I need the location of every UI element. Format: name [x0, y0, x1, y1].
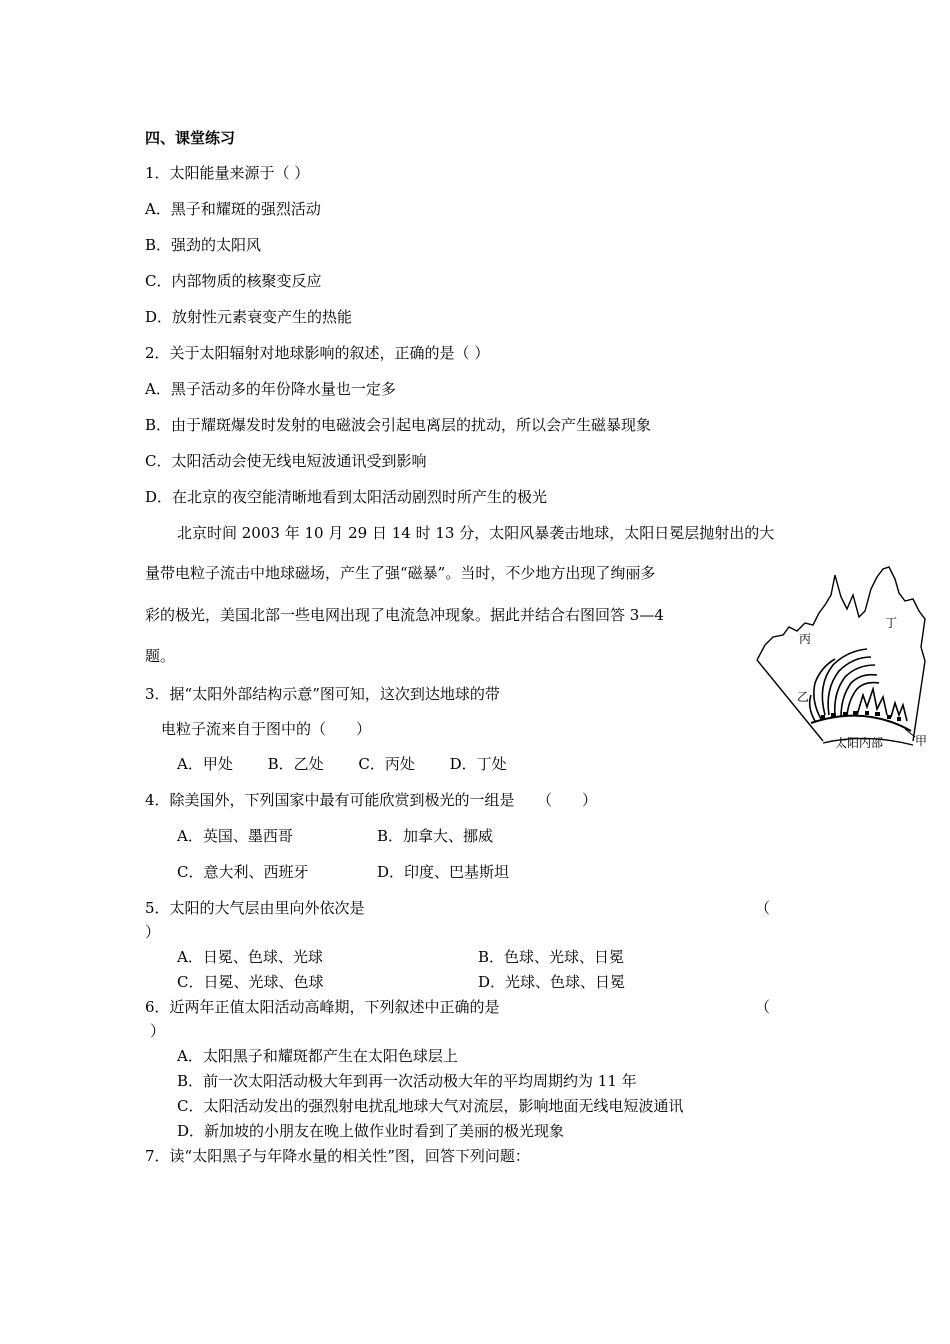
q4-option-a: A．英国、墨西哥: [177, 827, 293, 845]
label-jia: 甲: [915, 734, 928, 748]
q5-option-a: A．日冕、色球、光球: [177, 948, 323, 966]
q5-stem: 5．太阳的大气层由里向外依次是: [145, 899, 365, 917]
q1-option-d: D．放射性元素衰变产生的热能: [145, 308, 353, 326]
q1-option-a: A．黑子和耀斑的强烈活动: [145, 200, 321, 218]
q6-option-d: D．新加坡的小朋友在晚上做作业时看到了美丽的极光现象: [177, 1122, 565, 1140]
q2-stem: 2．关于太阳辐射对地球影响的叙述，正确的是（ ）: [145, 344, 490, 362]
passage-line-3: 彩的极光，美国北部一些电网出现了电流急冲现象。据此并结合右图回答 3—4: [145, 606, 664, 624]
label-yi: 乙: [797, 690, 810, 704]
passage-line-4: 题。: [145, 647, 176, 665]
label-sun-interior: 太阳内部: [835, 736, 884, 750]
q6-paren-open: （: [755, 998, 771, 1016]
q4-stem: 4．除美国外，下列国家中最有可能欣赏到极光的一组是 （ ）: [145, 791, 598, 809]
q2-option-b: B．由于耀斑爆发时发射的电磁波会引起电离层的扰动，所以会产生磁暴现象: [145, 416, 652, 434]
q5-paren-open: （: [755, 899, 771, 917]
q1-option-c: C．内部物质的核聚变反应: [145, 272, 322, 290]
sun-surface: [811, 716, 911, 731]
q5-option-d: D．光球、色球、日冕: [478, 973, 626, 991]
passage-line-1: 北京时间 2003 年 10 月 29 日 14 时 13 分，太阳风暴袭击地球，太阳日冕层抛射出的大: [177, 524, 775, 542]
solar-structure-figure: [755, 565, 930, 765]
q5-option-c: C．日冕、光球、色球: [177, 973, 324, 991]
q4-option-d: D．印度、巴基斯坦: [377, 863, 510, 881]
q6-option-a: A．太阳黑子和耀斑都产生在太阳色球层上: [177, 1047, 458, 1065]
q4-option-b: B．加拿大、挪威: [377, 827, 494, 845]
q2-option-d: D．在北京的夜空能清晰地看到太阳活动剧烈时所产生的极光: [145, 488, 548, 506]
q7-stem: 7．读“太阳黑子与年降水量的相关性”图，回答下列问题：: [145, 1147, 530, 1165]
q5-paren-close: ）: [145, 923, 161, 941]
q6-paren-close: ）: [150, 1022, 166, 1040]
q6-option-b: B．前一次太阳活动极大年到再一次活动极大年的平均周期约为 11 年: [177, 1072, 637, 1090]
q1-stem: 1．太阳能量来源于（ ）: [145, 164, 310, 182]
q2-option-c: C．太阳活动会使无线电短波通讯受到影响: [145, 452, 427, 470]
q5-option-b: B．色球、光球、日冕: [478, 948, 625, 966]
prominence-strokes: [810, 649, 907, 721]
label-bing: 丙: [799, 632, 812, 646]
q3-stem-line-2: 电粒子流来自于图中的（ ）: [161, 720, 372, 738]
q3-options: A．甲处 B．乙处 C．丙处 D．丁处: [177, 755, 507, 773]
q6-option-c: C．太阳活动发出的强烈射电扰乱地球大气对流层，影响地面无线电短波通讯: [177, 1097, 684, 1115]
section-title: 四、课堂练习: [145, 129, 236, 147]
q1-option-b: B．强劲的太阳风: [145, 236, 262, 254]
q4-option-c: C．意大利、西班牙: [177, 863, 309, 881]
q3-stem-line-1: 3．据“太阳外部结构示意”图可知，这次到达地球的带: [145, 685, 500, 703]
q2-option-a: A．黑子活动多的年份降水量也一定多: [145, 380, 396, 398]
q6-stem: 6．近两年正值太阳活动高峰期，下列叙述中正确的是: [145, 998, 500, 1016]
passage-line-2: 量带电粒子流击中地球磁场，产生了强“磁暴”。当时，不少地方出现了绚丽多: [145, 564, 656, 582]
label-ding: 丁: [885, 616, 898, 630]
